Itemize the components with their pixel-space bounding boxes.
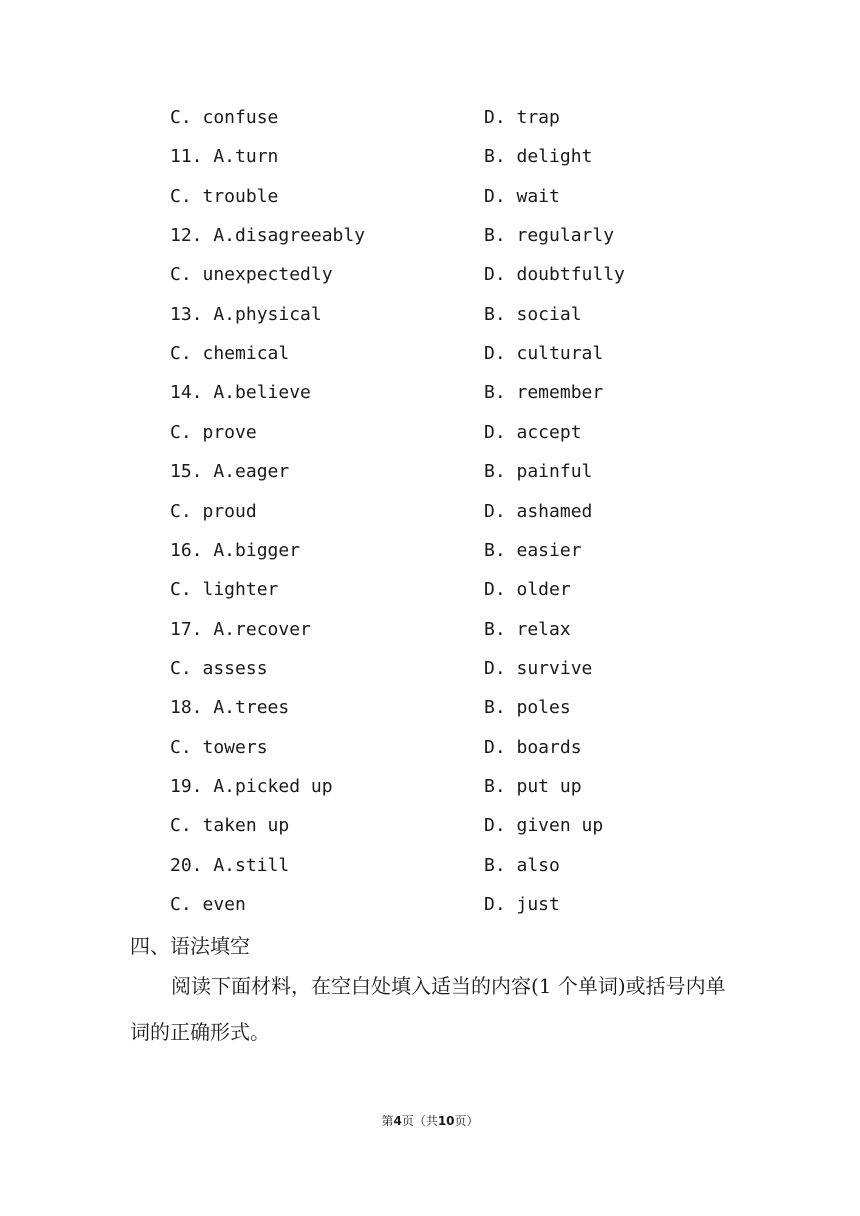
footer-middle: 页（共 [401,1114,438,1128]
option-right: D. survive [484,658,593,679]
page-footer [0,1112,860,1129]
option-right: D. given up [484,815,604,836]
option-left: C. confuse [170,107,279,128]
option-right: D. cultural [484,343,604,364]
option-row [0,736,860,775]
option-row [0,185,860,224]
option-right: B. relax [484,619,571,640]
option-row [0,460,860,499]
option-left: 20. A.still [170,855,290,876]
option-row [0,263,860,302]
option-right: D. just [484,894,560,915]
instruction-line-1: 阅读下面材料，在空白处填入适当的内容(1 个单词)或括号内单 [171,974,726,998]
option-row [0,578,860,617]
option-row [0,303,860,342]
option-left: 13. A.physical [170,304,322,325]
option-row [0,893,860,932]
option-left: 15. A.eager [170,461,290,482]
option-row [0,854,860,893]
option-right: B. easier [484,540,582,561]
option-left: C. towers [170,737,268,758]
option-left: C. taken up [170,815,290,836]
option-left: 16. A.bigger [170,540,301,561]
option-right: D. wait [484,186,560,207]
option-left: C. even [170,894,246,915]
option-row [0,224,860,263]
section-heading: 四、语法填空 [130,934,250,958]
option-row [0,381,860,420]
option-left: C. proud [170,501,257,522]
option-left: C. assess [170,658,268,679]
option-right: D. boards [484,737,582,758]
option-row [0,775,860,814]
option-left: C. chemical [170,343,290,364]
option-row [0,618,860,657]
option-right: B. put up [484,776,582,797]
option-left: C. prove [170,422,257,443]
footer-suffix: 页） [454,1114,479,1128]
footer-prefix: 第 [381,1114,394,1128]
option-left: C. unexpectedly [170,264,333,285]
option-right: D. accept [484,422,582,443]
option-row [0,539,860,578]
footer-total-pages: 10 [437,1114,455,1128]
option-row [0,145,860,184]
option-row [0,500,860,539]
option-right: D. ashamed [484,501,593,522]
option-right: D. trap [484,107,560,128]
option-row [0,696,860,735]
option-left: 12. A.disagreeably [170,225,366,246]
option-row [0,421,860,460]
option-right: B. also [484,855,560,876]
option-left: 17. A.recover [170,619,311,640]
option-right: B. remember [484,382,604,403]
option-row [0,106,860,145]
option-row [0,342,860,381]
option-right: B. painful [484,461,593,482]
footer-page-number: 4 [393,1114,402,1128]
option-right: B. delight [484,146,593,167]
option-left: 18. A.trees [170,697,290,718]
option-row [0,657,860,696]
option-left: 19. A.picked up [170,776,333,797]
option-row [0,814,860,853]
option-right: B. social [484,304,582,325]
option-right: B. regularly [484,225,615,246]
option-right: D. older [484,579,571,600]
option-left: 11. A.turn [170,146,279,167]
option-right: B. poles [484,697,571,718]
option-left: 14. A.believe [170,382,311,403]
instruction-line-2: 词的正确形式。 [130,1020,270,1044]
option-left: C. lighter [170,579,279,600]
option-left: C. trouble [170,186,279,207]
option-right: D. doubtfully [484,264,625,285]
